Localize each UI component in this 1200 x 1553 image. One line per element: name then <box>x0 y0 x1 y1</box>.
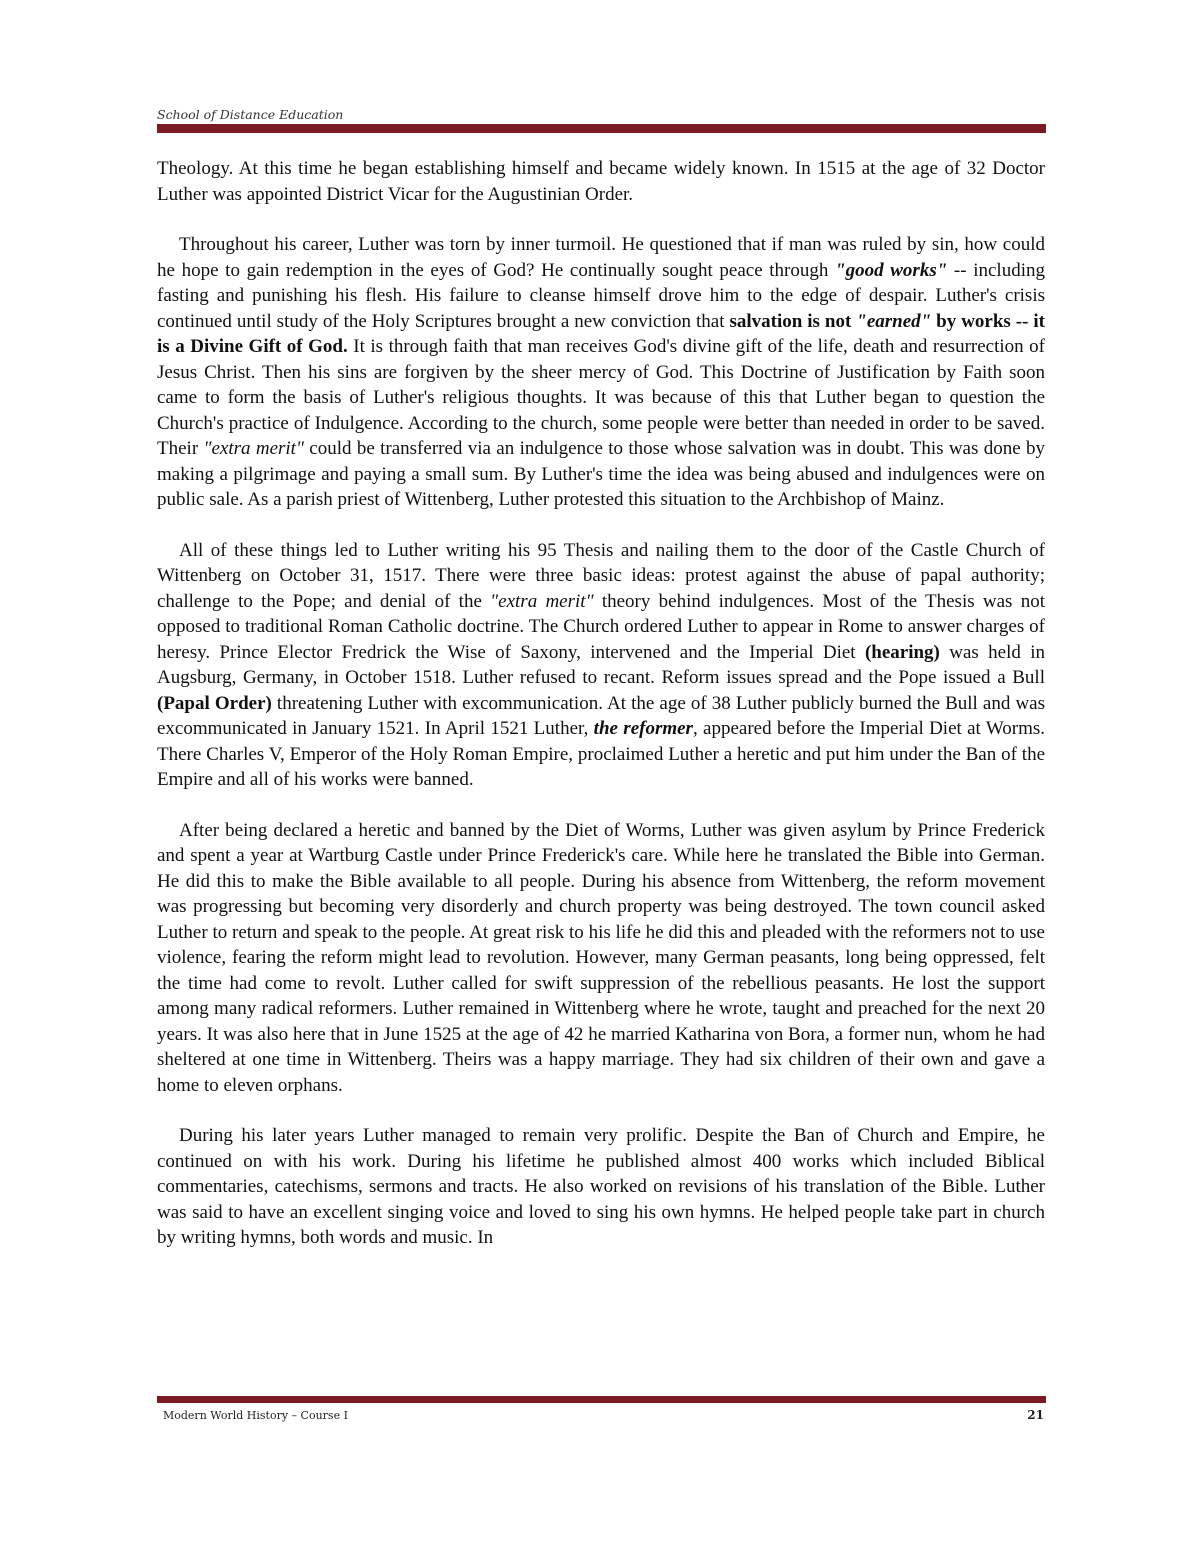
bold-text: salvation is not <box>729 310 857 332</box>
paragraph <box>157 538 1045 793</box>
italic-text: "extra merit" <box>490 590 594 612</box>
text-run: , appeared before the Imperial Diet at Worms. There Charles V, Emperor of the Holy Roman Empire, proclaimed Luther a heretic and put him under the Ban of the Empire and all of his works were banned. <box>157 718 1045 790</box>
bold-italic-text: "earned" <box>856 310 932 332</box>
text-run: Theology. At this time he began establishing himself and became widely known. In 1515 at the age of 32 Doctor Luther was appointed District Vicar for the Augustinian Order. <box>157 158 1045 205</box>
paragraph <box>157 232 1045 513</box>
header-rule <box>157 124 1046 133</box>
bold-text: (Papal Order) <box>157 692 272 714</box>
footer-rule <box>157 1396 1046 1403</box>
text-run: theory behind indulgences. Most of the Thesis was not opposed to traditional Roman Catholic doctrine. The Church ordered Luther to appear in Rome to answer charges of heresy. Prince Elector Fredrick the Wise of Saxony, intervened and the Imperial Diet <box>157 590 1045 663</box>
text-run: All of these things led to Luther writing his 95 Thesis and nailing them to the door of the Castle Church of Wittenberg on October 31, 1517. There were three basic ideas: protest against the abuse of papal authority; challenge to the Pope; and denial of the <box>157 539 1045 612</box>
text-run: During his later years Luther managed to remain very prolific. Despite the Ban of Church and Empire, he continued on with his work. During his lifetime he published almost 400 works which included Biblical commentaries, catechisms, sermons and tracts. He also worked on revisions of his translation of the Bible. Luther was said to have an excellent singing voice and loved to sing his own hymns. He helped people take part in church by writing hymns, both words and music. In <box>157 1125 1045 1248</box>
bold-italic-text: "good works" <box>835 259 948 281</box>
footer-course-title: Modern World History – Course I <box>163 1409 348 1422</box>
text-run: threatening Luther with excommunication. At the age of 38 Luther publicly burned the Bull and was excommunicated in January 1521. In April 1521 Luther, <box>157 692 1045 739</box>
paragraph <box>157 156 1045 207</box>
paragraph <box>157 1123 1045 1251</box>
page-header-title: School of Distance Education <box>157 107 344 122</box>
text-run: -- including fasting and punishing his flesh. His failure to cleanse himself drove him to the edge of despair. Luther's crisis continued until study of the Holy Scriptures brought a new conviction that <box>157 259 1045 332</box>
text-run: was held in Augsburg, Germany, in October 1518. Luther refused to recant. Reform issues spread and the Pope issued a Bull <box>157 641 1045 688</box>
bold-text: (hearing) <box>864 641 940 663</box>
page-number: 21 <box>1027 1408 1044 1422</box>
text-run: After being declared a heretic and banned by the Diet of Worms, Luther was given asylum by Prince Frederick and spent a year at Wartburg Castle under Prince Frederick's care. While here he translated the Bible into German. He did this to make the Bible available to all people. During his absence from Wittenberg, the reform movement was progressing but becoming very disorderly and church property was being destroyed. The town council asked Luther to return and speak to the people. At great risk to his life he did this and pleaded with the reformers not to use violence, fearing the reform might lead to revolution. However, many German peasants, long being oppressed, felt the time had come to revolt. Luther called for swift suppression of the rebellious peasants. He lost the support among many radical reformers. Luther remained in Wittenberg where he wrote, taught and preached for the next 20 years. It was also here that in June 1525 at the age of 42 he married Katharina von Bora, a former nun, whom he had sheltered at one time in Wittenberg. Theirs was a happy marriage. They had six children of their own and gave a home to eleven orphans. <box>157 819 1045 1096</box>
bold-italic-text: the reformer <box>593 718 693 739</box>
italic-text: "extra merit" <box>203 438 304 459</box>
body-text <box>157 156 1045 1276</box>
paragraph <box>157 818 1045 1099</box>
text-run: could be transferred via an indulgence to those whose salvation was in doubt. This was done by making a pilgrimage and paying a small sum. By Luther's time the idea was being abused and indulgences were on public sale. As a parish priest of Wittenberg, Luther protested this situation to the Archbishop of Mainz. <box>157 438 1045 510</box>
text-run: It is through faith that man receives God's divine gift of the life, death and resurrection of Jesus Christ. Then his sins are forgiven by the sheer mercy of God. This Doctrine of Justification by Faith soon came to form the basis of Luther's religious thoughts. It was because of this that Luther began to question the Church's practice of Indulgence. According to the church, some people were better than needed in order to be saved. Their <box>157 336 1046 459</box>
bold-text: by works -- it is a Divine Gift of God. <box>157 310 1045 357</box>
text-run: Throughout his career, Luther was torn by inner turmoil. He questioned that if man was ruled by sin, how could he hope to gain redemption in the eyes of God? He continually sought peace through <box>157 234 1045 281</box>
